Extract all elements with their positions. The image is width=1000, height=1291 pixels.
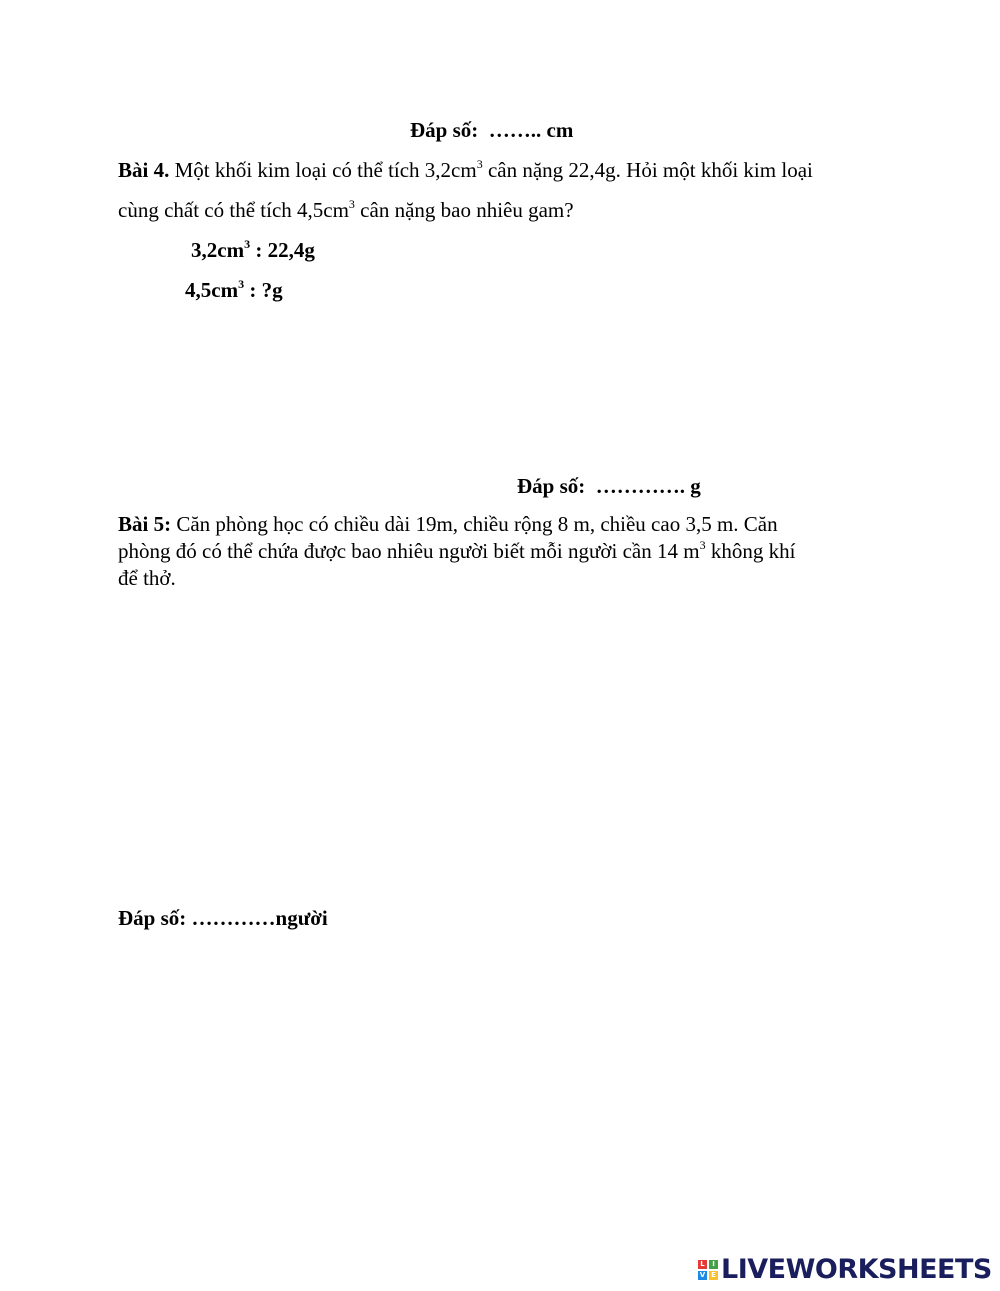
answer-label: Đáp số: — [517, 474, 586, 498]
bai5-line1-text: Căn phòng học có chiều dài 19m, chiều rộng 8 m, chiều cao 3,5 m. Căn — [171, 512, 778, 536]
bai5-text-line-1 — [118, 512, 778, 537]
bai5-text-line-3 — [118, 566, 176, 591]
answer-blank-nguoi[interactable]: …………người — [191, 906, 328, 930]
answer-line-2 — [517, 474, 701, 499]
bai4-eq1-left: 3,2cm — [191, 238, 245, 262]
bai4-text-line-2 — [118, 198, 574, 223]
bai4-text-line-1 — [118, 158, 813, 183]
answer-label: Đáp số: — [118, 906, 187, 930]
bai4-line1-text: Một khối kim loại có thể tích 3,2cm — [169, 158, 477, 182]
logo-text: LIVEWORKSHEETS — [721, 1254, 992, 1285]
liveworksheets-logo — [698, 1254, 992, 1285]
bai4-line2-rest: cân nặng bao nhiêu gam? — [354, 198, 574, 222]
bai4-title: Bài 4. — [118, 158, 170, 182]
answer-line-3 — [118, 906, 328, 931]
bai5-line2-text: phòng đó có thể chứa được bao nhiêu người biết mỗi người cần 14 m — [118, 539, 700, 563]
bai4-line1-sup: 3 — [476, 157, 483, 171]
bai4-eq1-right: : 22,4g — [250, 238, 315, 262]
answer-line-1 — [410, 118, 573, 143]
bai4-eq2-left: 4,5cm — [185, 278, 239, 302]
answer-blank-cm[interactable]: …….. cm — [488, 118, 574, 142]
bai4-line2-sup: 3 — [348, 197, 355, 211]
bai4-ratio-1 — [191, 238, 315, 263]
bai5-text-line-2 — [118, 539, 795, 564]
answer-label: Đáp số: — [410, 118, 479, 142]
bai4-line1-rest: cân nặng 22,4g. Hỏi một khối kim loại — [482, 158, 813, 182]
logo-mark-letter: I — [709, 1260, 718, 1269]
bai5-line2-rest: không khí — [705, 539, 796, 563]
bai4-ratio-2 — [185, 278, 283, 303]
logo-mark-icon — [698, 1260, 718, 1280]
bai5-line3-text: để thở. — [118, 566, 176, 590]
bai4-eq1-sup: 3 — [244, 237, 251, 251]
logo-mark-letter: E — [709, 1271, 718, 1280]
bai5-line2-sup: 3 — [699, 538, 706, 552]
bai4-line2-text: cùng chất có thể tích 4,5cm — [118, 198, 349, 222]
bai5-title: Bài 5: — [118, 512, 172, 536]
bai4-eq2-right: : ?g — [244, 278, 283, 302]
answer-blank-g[interactable]: …………. g — [595, 474, 701, 498]
logo-mark-letter: L — [698, 1260, 707, 1269]
logo-mark-letter: V — [699, 1270, 706, 1279]
bai4-eq2-sup: 3 — [238, 277, 245, 291]
